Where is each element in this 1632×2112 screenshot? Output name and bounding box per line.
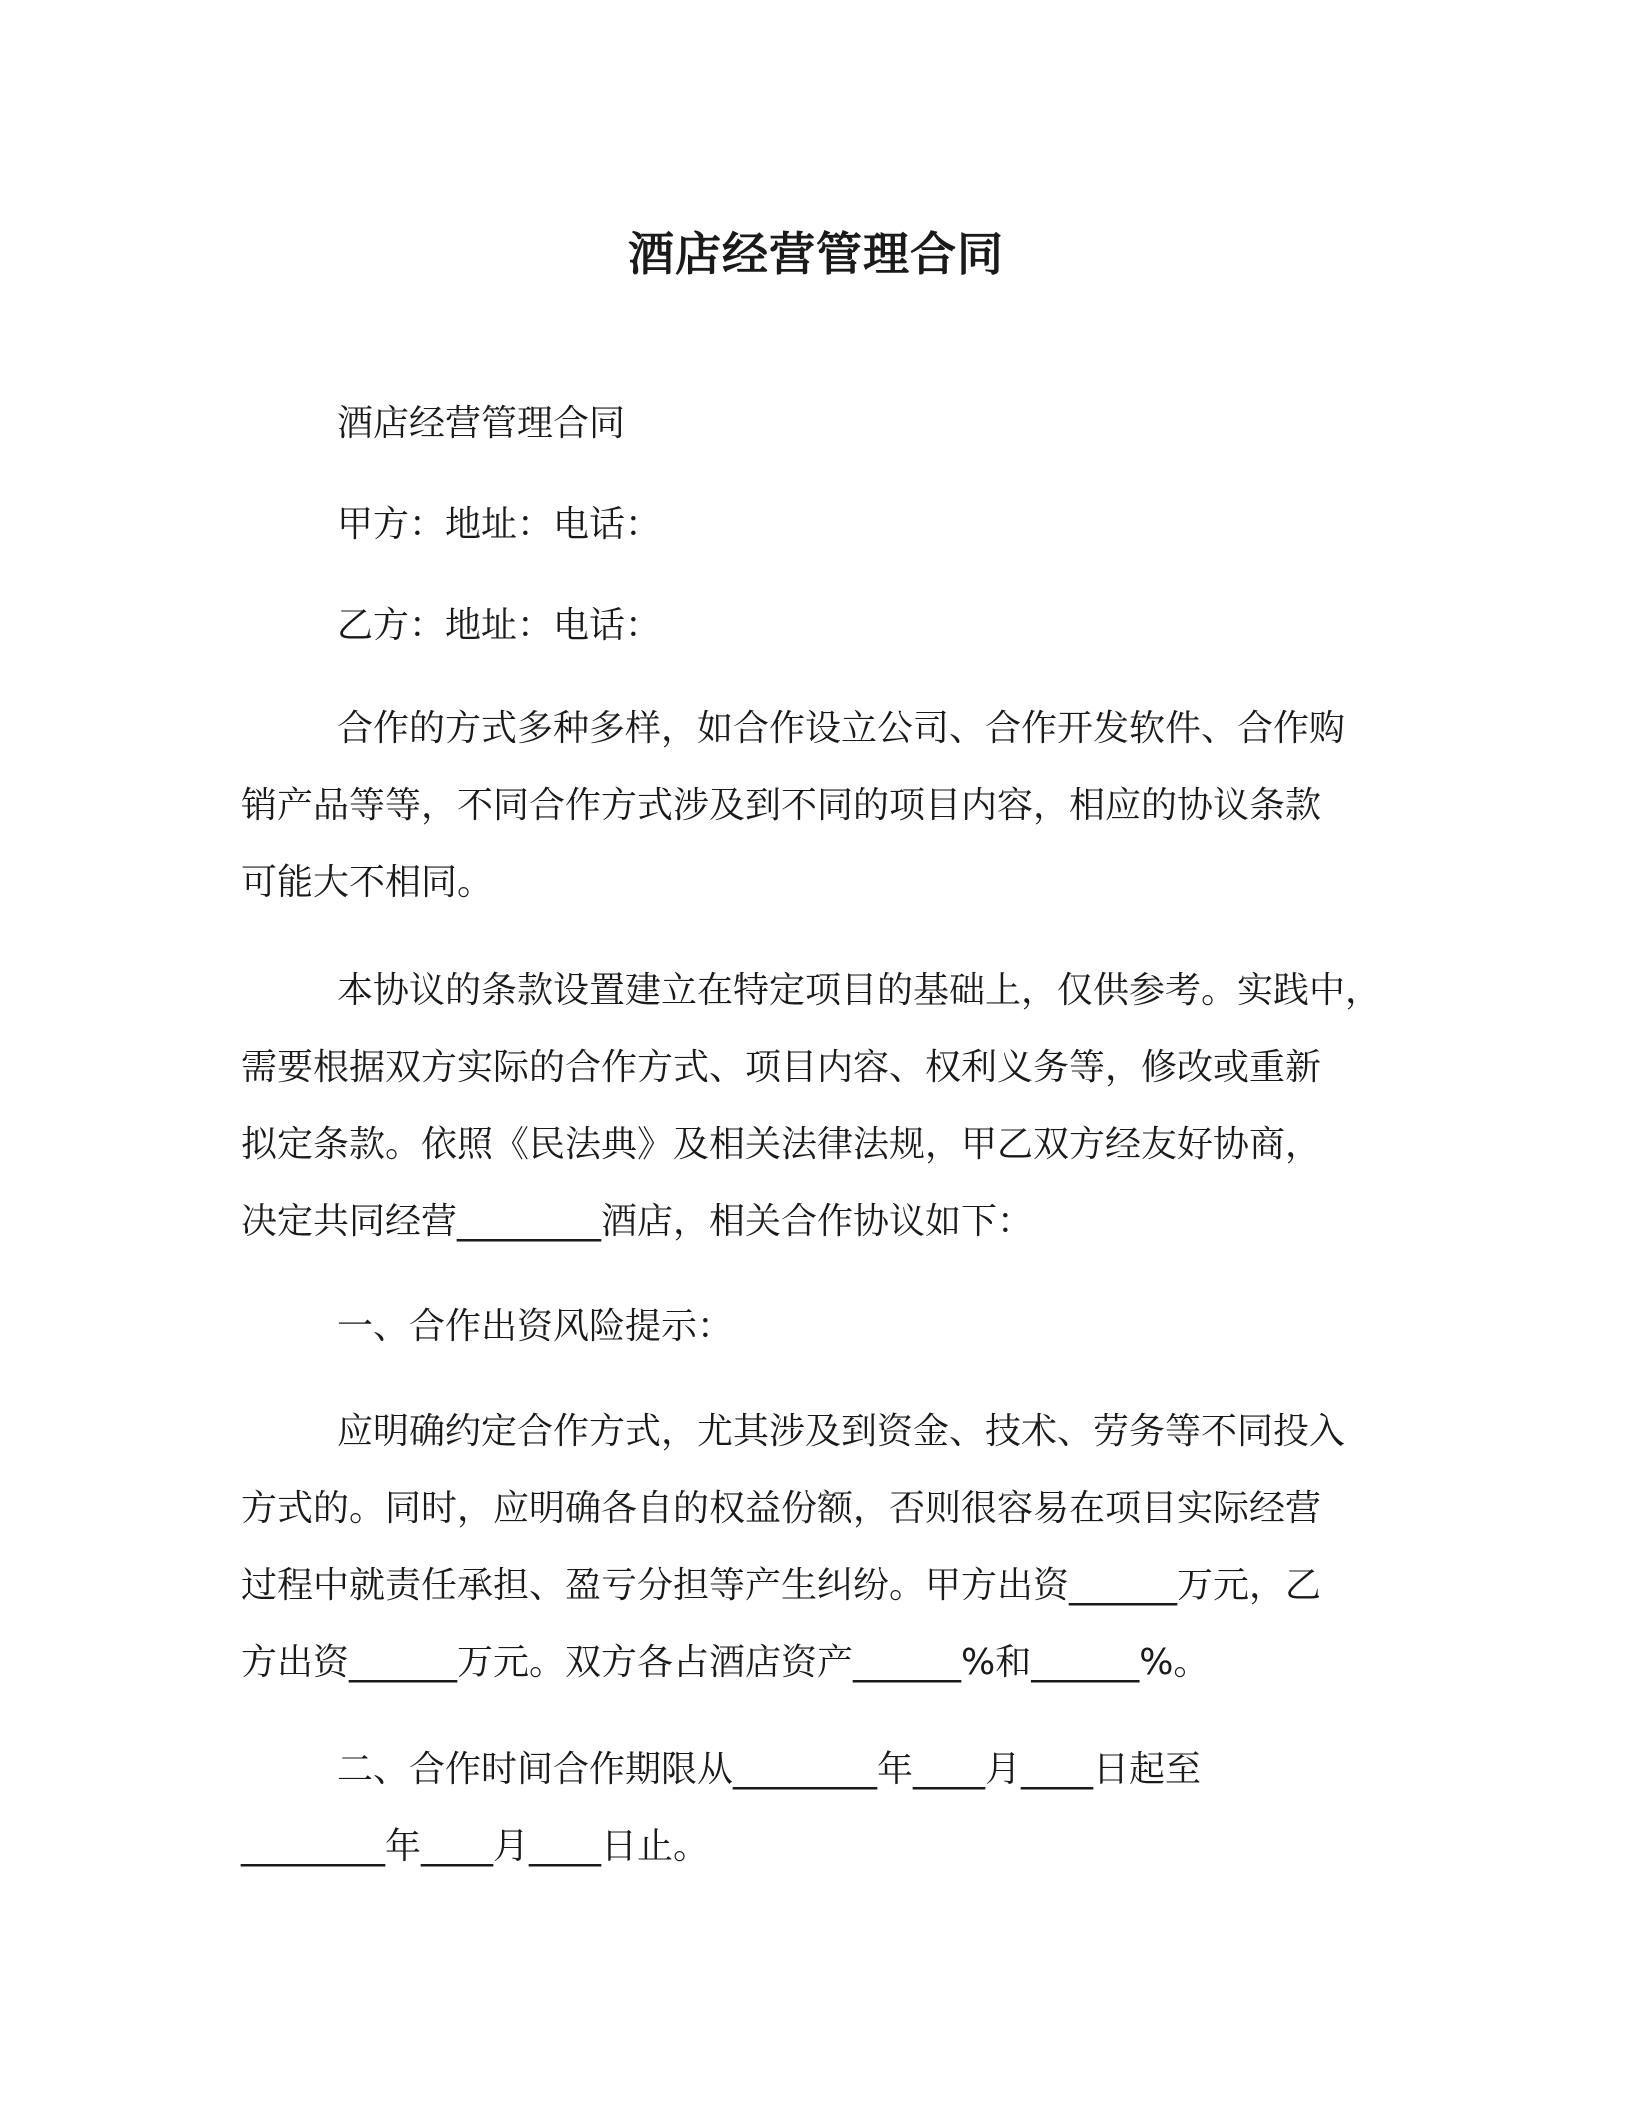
document-title: 酒店经营管理合同 bbox=[628, 227, 1004, 281]
basis-paragraph bbox=[241, 952, 1421, 1260]
section-1-body bbox=[241, 1393, 1421, 1701]
party-a-line bbox=[241, 486, 1421, 563]
basis-line-4: 决定共同经营________酒店，相关合作协议如下： bbox=[241, 1201, 1034, 1242]
party-a-text: 甲方：地址：电话： bbox=[337, 504, 662, 545]
section-2 bbox=[241, 1731, 1421, 1885]
intro-line-1: 合作的方式多种多样，如合作设立公司、合作开发软件、合作购 bbox=[337, 708, 1346, 749]
document-subtitle bbox=[241, 385, 1421, 462]
section-1-line-2: 方式的。同时，应明确各自的权益份额，否则很容易在项目实际经营 bbox=[241, 1488, 1322, 1529]
section-1-line-1: 应明确约定合作方式，尤其涉及到资金、技术、劳务等不同投入 bbox=[337, 1411, 1346, 1452]
section-1-heading-text: 一、合作出资风险提示： bbox=[337, 1306, 734, 1347]
section-1-heading bbox=[241, 1288, 1421, 1365]
basis-line-2: 需要根据双方实际的合作方式、项目内容、权利义务等，修改或重新 bbox=[241, 1047, 1322, 1088]
intro-line-2: 销产品等等，不同合作方式涉及到不同的项目内容，相应的协议条款 bbox=[241, 785, 1322, 826]
intro-line-3: 可能大不相同。 bbox=[241, 862, 494, 903]
section-1-line-3: 过程中就责任承担、盈亏分担等产生纠纷。甲方出资______万元，乙 bbox=[241, 1565, 1322, 1606]
basis-line-3: 拟定条款。依照《民法典》及相关法律法规，甲乙双方经友好协商， bbox=[241, 1124, 1322, 1165]
subtitle-text: 酒店经营管理合同 bbox=[337, 403, 626, 444]
party-b-text: 乙方：地址：电话： bbox=[337, 605, 662, 646]
section-1-line-4: 方出资______万元。双方各占酒店资产______%和______%。 bbox=[241, 1642, 1210, 1683]
party-b-line bbox=[241, 587, 1421, 664]
section-2-line-2: ________年____月____日止。 bbox=[241, 1826, 710, 1867]
section-2-line-1: 二、合作时间合作期限从________年____月____日起至 bbox=[337, 1749, 1202, 1790]
basis-line-1: 本协议的条款设置建立在特定项目的基础上，仅供参考。实践中， bbox=[337, 970, 1382, 1011]
intro-paragraph bbox=[241, 690, 1421, 921]
